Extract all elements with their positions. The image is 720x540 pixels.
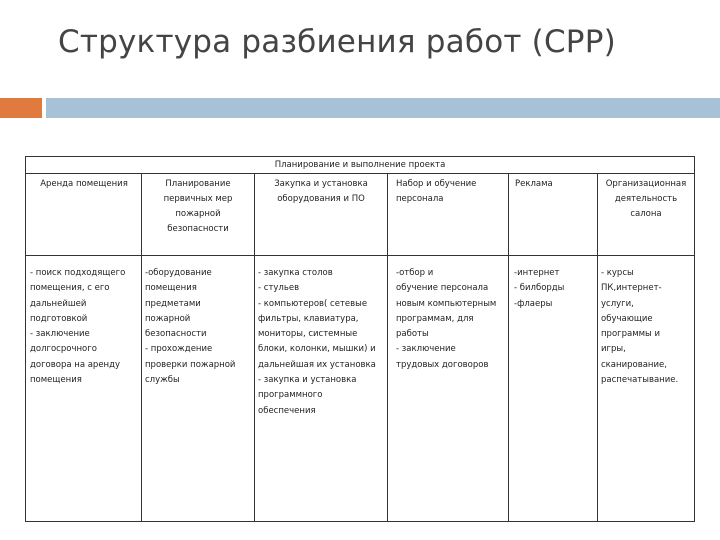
column-divider xyxy=(141,173,142,521)
wbs-details-staff: -отбор и обучение персонала новым компьютерным программам, для работы - заключение трудовых договоров xyxy=(396,268,497,370)
wbs-header-staff: Набор и обучение персонала xyxy=(396,179,477,204)
wbs-details-advertising: -интернет - билборды -флаеры xyxy=(514,268,565,309)
column-divider xyxy=(254,173,255,521)
wbs-header-fire-safety: Планирование первичных мер пожарной безопасности xyxy=(163,179,233,234)
header-divider xyxy=(26,255,694,256)
wbs-header-organization: Организационная деятельность салона xyxy=(605,179,687,219)
slide-title: Структура разбиения работ (СРР) xyxy=(58,24,616,60)
wbs-table xyxy=(25,156,695,522)
column-divider xyxy=(597,173,598,521)
accent-bar-orange xyxy=(0,98,42,118)
wbs-details-fire-safety: -оборудование помещения предметами пожарной безопасности - прохождение проверки пожарной службы xyxy=(145,268,236,386)
wbs-header-equipment: Закупка и установка оборудования и ПО xyxy=(274,179,368,204)
wbs-header-advertising: Реклама xyxy=(515,179,553,189)
wbs-header-rent: Аренда помещения xyxy=(40,179,128,189)
column-divider xyxy=(387,173,388,521)
column-divider xyxy=(508,173,509,521)
wbs-details-rent: - поиск подходящего помещения, с его дальнейшей подготовкой - заключение долгосрочного договора на аренду помещения xyxy=(30,268,126,386)
wbs-details-organization: - курсы ПК,интернет- услуги, обучающие программы и игры, сканирование, распечатывание. xyxy=(601,268,679,386)
wbs-details-equipment: - закупка столов - стульев - компьютеров( сетевые фильтры, клавиатура, мониторы, системные блоки, колонки, мышки) и дальнейшая их установка - закупка и установка программного обеспечения xyxy=(258,268,376,416)
wbs-root: Планирование и выполнение проекта xyxy=(26,157,694,174)
accent-bar-blue xyxy=(46,98,720,118)
